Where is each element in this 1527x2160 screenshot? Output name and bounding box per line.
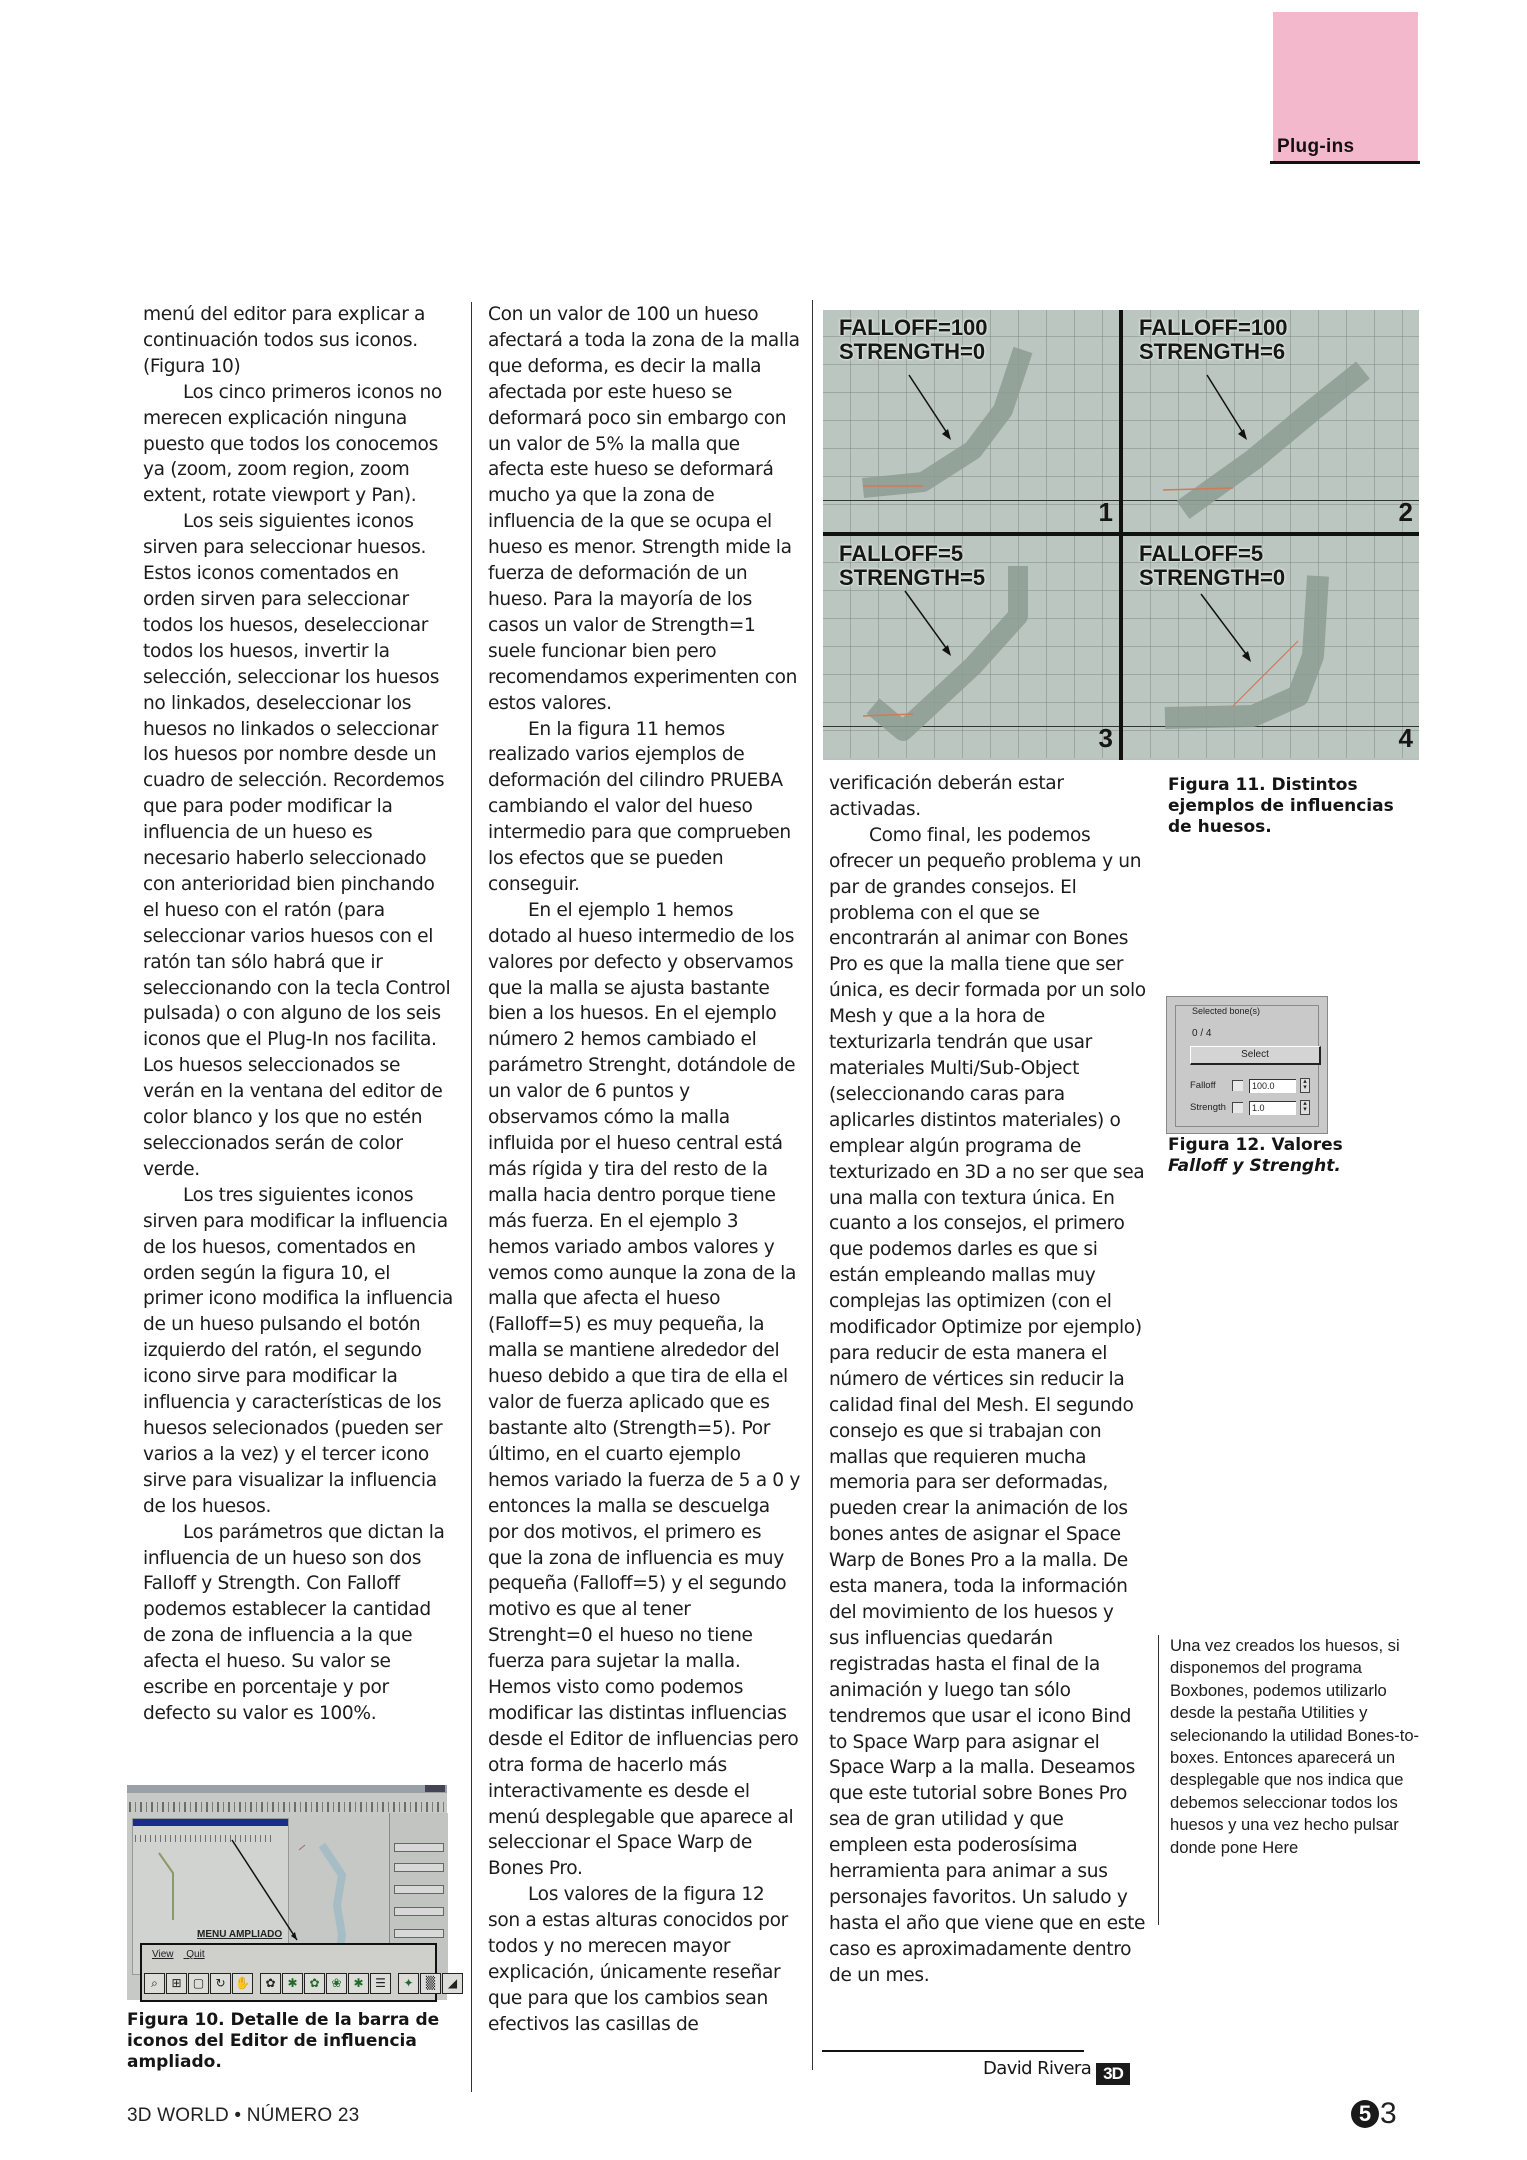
editor-menu bbox=[152, 1949, 215, 1960]
select-all-icon: ✿ bbox=[260, 1973, 281, 1994]
panel-label: FALLOFF=100 STRENGTH=6 bbox=[1139, 315, 1288, 364]
paragraph: Los tres siguientes iconos sirven para modificar la influencia de los huesos, comentados en orden según la figura 10, el primer icono modifica la influencia de un hueso pulsando el botón izquierdo del ratón, el segundo icono sirve para modificar la influencia y características de los huesos selecionados (pueden ser varios a la vez) y el tercer icono sirve para visualizar la influencia de los huesos. bbox=[143, 1184, 453, 1517]
pan-hand-icon: ✋ bbox=[232, 1973, 253, 1994]
deselect-all-icon: ✱ bbox=[282, 1973, 303, 1994]
edit-influence-icon: ▒ bbox=[420, 1973, 441, 1994]
figure-12-caption: Figura 12. Valores Falloff y Strenght. bbox=[1168, 1135, 1343, 1176]
panel-number: 1 bbox=[1098, 497, 1113, 527]
zoom-extent-icon: ▢ bbox=[188, 1973, 209, 1994]
panel-label: FALLOFF=5 STRENGTH=5 bbox=[839, 541, 986, 590]
group-title: Selected bone(s) bbox=[1192, 1006, 1261, 1016]
menu-quit: Quit bbox=[186, 1949, 205, 1960]
paragraph: Con un valor de 100 un hueso afectará a toda la zona de la malla que deforma, es decir la malla afectada por este hueso se deformará poco sin embargo con un valor de 5% la malla que afecta este hueso se deformará mucho ya que la zona de influencia de la que se ocupa el hueso es menor. Strength mide la fuerza de deformación de un hueso. Para la mayoría de los casos un valor de Strength=1 suele funcionar bien pero recomendamos experimenten con estos valores. bbox=[488, 304, 800, 714]
paragraph: Los valores de la figura 12 son a estas alturas conocidos por todos y no merecen mayor explicación, únicamente reseñar que para que los cambios sean efectivos las casillas de bbox=[488, 1884, 788, 2035]
column-divider bbox=[812, 300, 813, 2070]
page-number-circle: 5 bbox=[1351, 2100, 1379, 2128]
3d-logo-icon: 3D bbox=[1096, 2063, 1130, 2085]
sidebar-divider bbox=[1158, 1635, 1159, 1925]
figure-10-caption: Figura 10. Detalle de la barra de iconos del Editor de influencia ampliado. bbox=[127, 2010, 440, 2072]
paragraph: En el ejemplo 1 hemos dotado al hueso intermedio de los valores por defecto y observamos que la malla se ajusta bastante bien a los huesos. En el ejemplo número 2 hemos cambiado el parámetro Strenght, dotándole de un valor de 6 puntos y observamos cómo la malla influida por el hueso central está más rígida y tira del resto de la malla hacia dentro porque tiene más fuerza. En el ejemplo 3 hemos variado ambos valores y vemos como aunque la zona de la malla que afecta el hueso (Falloff=5) es muy pequeña, la malla se mantiene alrededor del hueso debido a que tira de ella el valor de fuerza aplicado que es bastante alto (Strength=5). Por último, en el cuarto ejemplo hemos variado la fuerza de 5 a 0 y entonces la malla se descuelga por dos motivos, el primero es que la zona de influencia es muy pequeña (Falloff=5) y el segundo motivo es que al tener Strenght=0 el hueso no tiene fuerza para sujetar la malla. Hemos visto como podemos modificar las distintas influencias desde el Editor de influencias pero otra forma de hacerlo más interactivamente es desde el menú desplegable que aparece al seleccionar el Space Warp de Bones Pro. bbox=[488, 899, 800, 1880]
invert-selection-icon: ✿ bbox=[304, 1973, 325, 1994]
falloff-label: Falloff bbox=[1190, 1080, 1216, 1092]
panel-number: 2 bbox=[1398, 497, 1413, 527]
zoomed-toolbar bbox=[140, 1943, 458, 2002]
paragraph: Los parámetros que dictan la influencia de un hueso son dos Falloff y Strength. Con Falloff podemos establecer la cantidad de zona de influencia a la que afecta el hueso. Su valor se escribe en porcentaje y por defecto su valor es 100%. bbox=[143, 1521, 445, 1724]
column-2 bbox=[488, 302, 800, 2038]
rotate-viewport-icon: ↻ bbox=[210, 1973, 231, 1994]
panel-number: 4 bbox=[1398, 723, 1413, 753]
icon-row bbox=[144, 1973, 464, 1995]
deselect-unlinked-icon: ✱ bbox=[348, 1973, 369, 1994]
zoom-icon: ⌕ bbox=[144, 1973, 165, 1994]
panel-label: FALLOFF=100 STRENGTH=0 bbox=[839, 315, 988, 364]
example-panel-1 bbox=[823, 310, 1119, 532]
paragraph: Los cinco primeros iconos no merecen explicación ninguna puesto que todos los conocemos ya (zoom, zoom region, zoom extent, rotate viewport y Pan). bbox=[143, 381, 442, 507]
paint-influence-icon: ✦ bbox=[398, 1973, 419, 1994]
select-by-name-icon: ☰ bbox=[370, 1973, 391, 1994]
page-number bbox=[1351, 2097, 1397, 2131]
figure-11-caption: Figura 11. Distintos ejemplos de influencias de huesos. bbox=[1168, 775, 1394, 837]
selection-count: 0 / 4 bbox=[1192, 1028, 1212, 1039]
falloff-row bbox=[1190, 1078, 1310, 1094]
column-3 bbox=[829, 771, 1147, 1989]
signoff-rule bbox=[822, 2050, 1084, 2052]
panel-label: FALLOFF=5 STRENGTH=0 bbox=[1139, 541, 1286, 590]
panel-number: 3 bbox=[1098, 723, 1113, 753]
zoom-region-icon: ⊞ bbox=[166, 1973, 187, 1994]
panel-divider bbox=[1119, 310, 1123, 760]
paragraph: verificación deberán estar activadas. bbox=[829, 773, 1064, 820]
paragraph: En la figura 11 hemos realizado varios ejemplos de deformación del cilindro PRUEBA cambiando el valor del hueso intermedio para que comprueben los efectos que se pueden conseguir. bbox=[488, 718, 791, 895]
visualize-influence-icon: ◢ bbox=[442, 1973, 463, 1994]
strength-field: 1.0 bbox=[1249, 1101, 1296, 1115]
strength-checkbox bbox=[1232, 1102, 1243, 1113]
paragraph: menú del editor para explicar a continuación todos sus iconos. (Figura 10) bbox=[143, 304, 426, 377]
falloff-field: 100.0 bbox=[1249, 1079, 1296, 1093]
strength-row bbox=[1190, 1100, 1310, 1116]
section-label: Plug-ins bbox=[1277, 136, 1355, 157]
column-divider bbox=[471, 302, 472, 2092]
figure-10-screenshot bbox=[127, 1785, 458, 2000]
select-button: Select bbox=[1190, 1046, 1321, 1065]
paragraph: Los seis siguientes iconos sirven para seleccionar huesos. Estos iconos comentados en orden sirven para seleccionar todos los huesos, deseleccionar todos los huesos, invertir la selección, seleccionar los huesos no linkados, deseleccionar los huesos no linkados o seleccionar los huesos por nombre desde un cuadro de selección. Recordemos que para poder modificar la influencia de un hueso es necesario haberlo seleccionado con anterioridad bien pinchando el hueso con el ratón (para seleccionar varios huesos con el ratón tan sólo habrá que ir seleccionando con la tecla Control pulsada) o con alguno de los seis iconos que el Plug-In nos facilita. Los huesos seleccionados se verán en la ventana del editor de color blanco y los que no estén seleccionados serán de color verde. bbox=[143, 511, 451, 1180]
example-panel-3 bbox=[823, 536, 1119, 758]
publication-footer: 3D WORLD • NÚMERO 23 bbox=[127, 2105, 360, 2126]
sidebar-note: Una vez creados los huesos, si disponemos del programa Boxbones, podemos utilizarlo desde la pestaña Utilities y selecionando la utilidad Bones-to-boxes. Entonces aparecerá un desplegable que nos indica que debemos seleccionar todos los huesos y una vez hecho pulsar donde pone Here bbox=[1170, 1636, 1420, 1857]
strength-spinner-icon: ▴ ▾ bbox=[1300, 1100, 1310, 1115]
falloff-spinner-icon: ▴ ▾ bbox=[1300, 1078, 1310, 1093]
column-1 bbox=[143, 302, 453, 1727]
falloff-checkbox bbox=[1232, 1080, 1243, 1091]
example-panel-4 bbox=[1123, 536, 1419, 758]
example-panel-2 bbox=[1123, 310, 1419, 532]
author-name: David Rivera bbox=[983, 2058, 1092, 2079]
section-rule bbox=[1270, 161, 1420, 164]
figure-12-dialog bbox=[1166, 996, 1328, 1134]
zoom-callout-label: MENU AMPLIADO bbox=[197, 1929, 283, 1940]
selected-bones-group bbox=[1175, 1005, 1319, 1127]
paragraph: Como final, les podemos ofrecer un pequeño problema y un par de grandes consejos. El problema con el que se encontrarán al animar con Bones Pro es que la malla tiene que ser única, es decir formada por un solo Mesh y que a la hora de texturizarla tendrán que usar materiales Multi/Sub-Object (seleccionando caras para aplicarles distintos materiales) o emplear algún programa de texturizado en 3D a no ser que sea una malla con textura única. En cuanto a los consejos, el primero que podemos darles es que si están empleando mallas muy complejas las optimizen (con el modificador Optimize por ejemplo) para reducir de esta manera el número de vértices sin reducir la calidad final del Mesh. El segundo consejo es que si trabajan con mallas que requieren mucha memoria para ser deformadas, pueden crear la animación de los bones antes de asignar el Space Warp de Bones Pro a la malla. De esta manera, toda la información del movimiento de los huesos y sus influencias quedarán registradas hasta el final de la animación y luego tan sólo tendremos que usar el icono Bind to Space Warp para asignar el Space Warp a la malla. Deseamos que este tutorial sobre Bones Pro sea de gran utilidad y que empleen esta poderosísima herramienta para animar a sus personajes favoritos. Un saludo y hasta el año que viene que en este caso es aproximadamente dentro de un mes. bbox=[829, 824, 1146, 1986]
select-unlinked-icon: ❀ bbox=[326, 1973, 347, 1994]
page-number-digit: 3 bbox=[1380, 2097, 1397, 2130]
figure-11-image bbox=[823, 310, 1419, 760]
strength-label: Strength bbox=[1190, 1102, 1226, 1114]
menu-view: View bbox=[152, 1949, 174, 1960]
